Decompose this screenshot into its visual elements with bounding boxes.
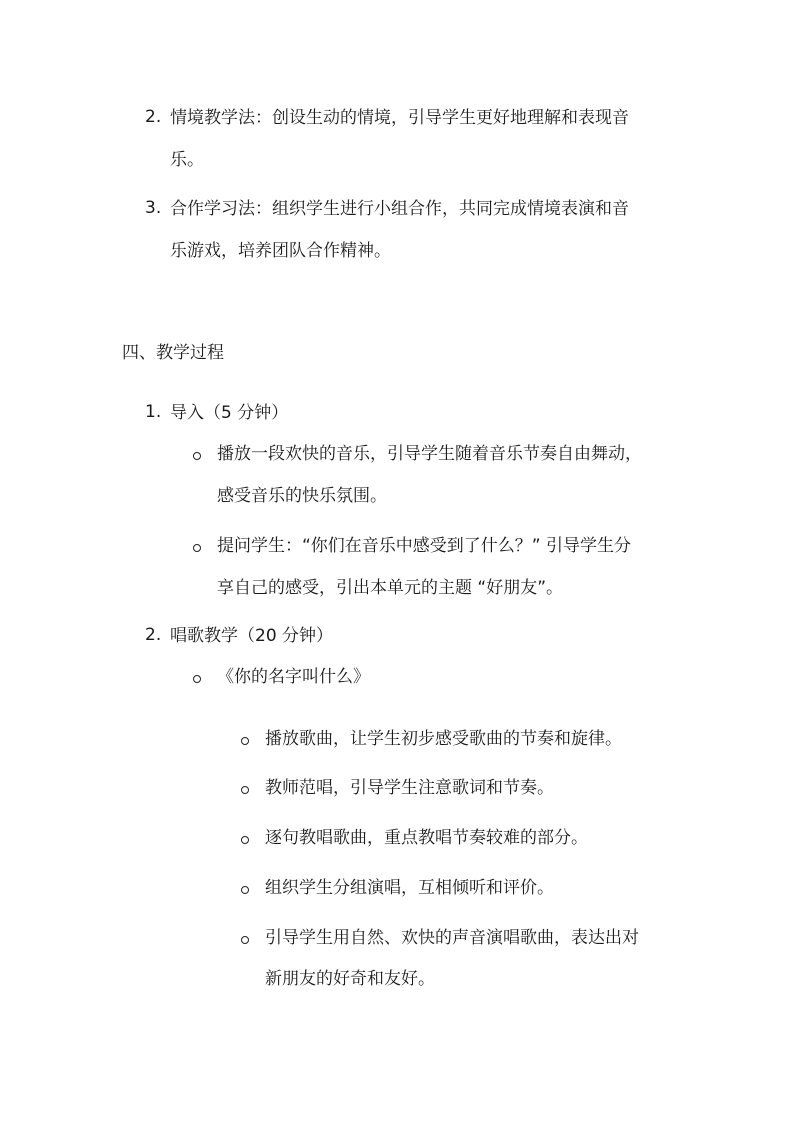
list-number: 1. — [145, 402, 162, 422]
hollow-bullet-icon — [241, 936, 249, 944]
list-number: 3. — [145, 198, 162, 218]
bullet-text: 感受音乐的快乐氛围。 — [217, 486, 387, 506]
bullet-text: 提问学生：“你们在音乐中感受到了什么？” 引导学生分 — [217, 536, 632, 556]
hollow-bullet-icon — [193, 544, 201, 552]
hollow-bullet-icon — [241, 786, 249, 794]
bullet-text: 播放一段欢快的音乐，引导学生随着音乐节奏自由舞动， — [217, 444, 642, 464]
list-item-text: 乐。 — [170, 150, 204, 170]
list-item-title: 导入（5 分钟） — [170, 403, 289, 423]
list-item-title: 唱歌教学（20 分钟） — [170, 626, 334, 646]
list-number: 2. — [145, 107, 162, 127]
hollow-bullet-icon — [193, 452, 201, 460]
bullet-text: 《你的名字叫什么》 — [217, 667, 370, 687]
section-heading: 四、教学过程 — [122, 343, 224, 363]
list-number: 2. — [145, 625, 162, 645]
sub-bullet-text: 组织学生分组演唱，互相倾听和评价。 — [265, 878, 554, 898]
bullet-text: 享自己的感受，引出本单元的主题 “好朋友”。 — [217, 578, 564, 598]
sub-bullet-text: 引导学生用自然、欢快的声音演唱歌曲，表达出对 — [265, 928, 639, 948]
sub-bullet-text: 逐句教唱歌曲，重点教唱节奏较难的部分。 — [265, 828, 588, 848]
sub-bullet-text: 新朋友的好奇和友好。 — [265, 969, 435, 989]
sub-bullet-text: 播放歌曲，让学生初步感受歌曲的节奏和旋律。 — [265, 729, 622, 749]
sub-bullet-text: 教师范唱，引导学生注意歌词和节奏。 — [265, 778, 554, 798]
hollow-bullet-icon — [241, 836, 249, 844]
list-item-text: 情境教学法：创设生动的情境，引导学生更好地理解和表现音 — [170, 108, 629, 128]
list-item-text: 乐游戏，培养团队合作精神。 — [170, 241, 391, 261]
list-item-text: 合作学习法：组织学生进行小组合作，共同完成情境表演和音 — [170, 199, 629, 219]
hollow-bullet-icon — [241, 737, 249, 745]
hollow-bullet-icon — [193, 675, 201, 683]
hollow-bullet-icon — [241, 886, 249, 894]
